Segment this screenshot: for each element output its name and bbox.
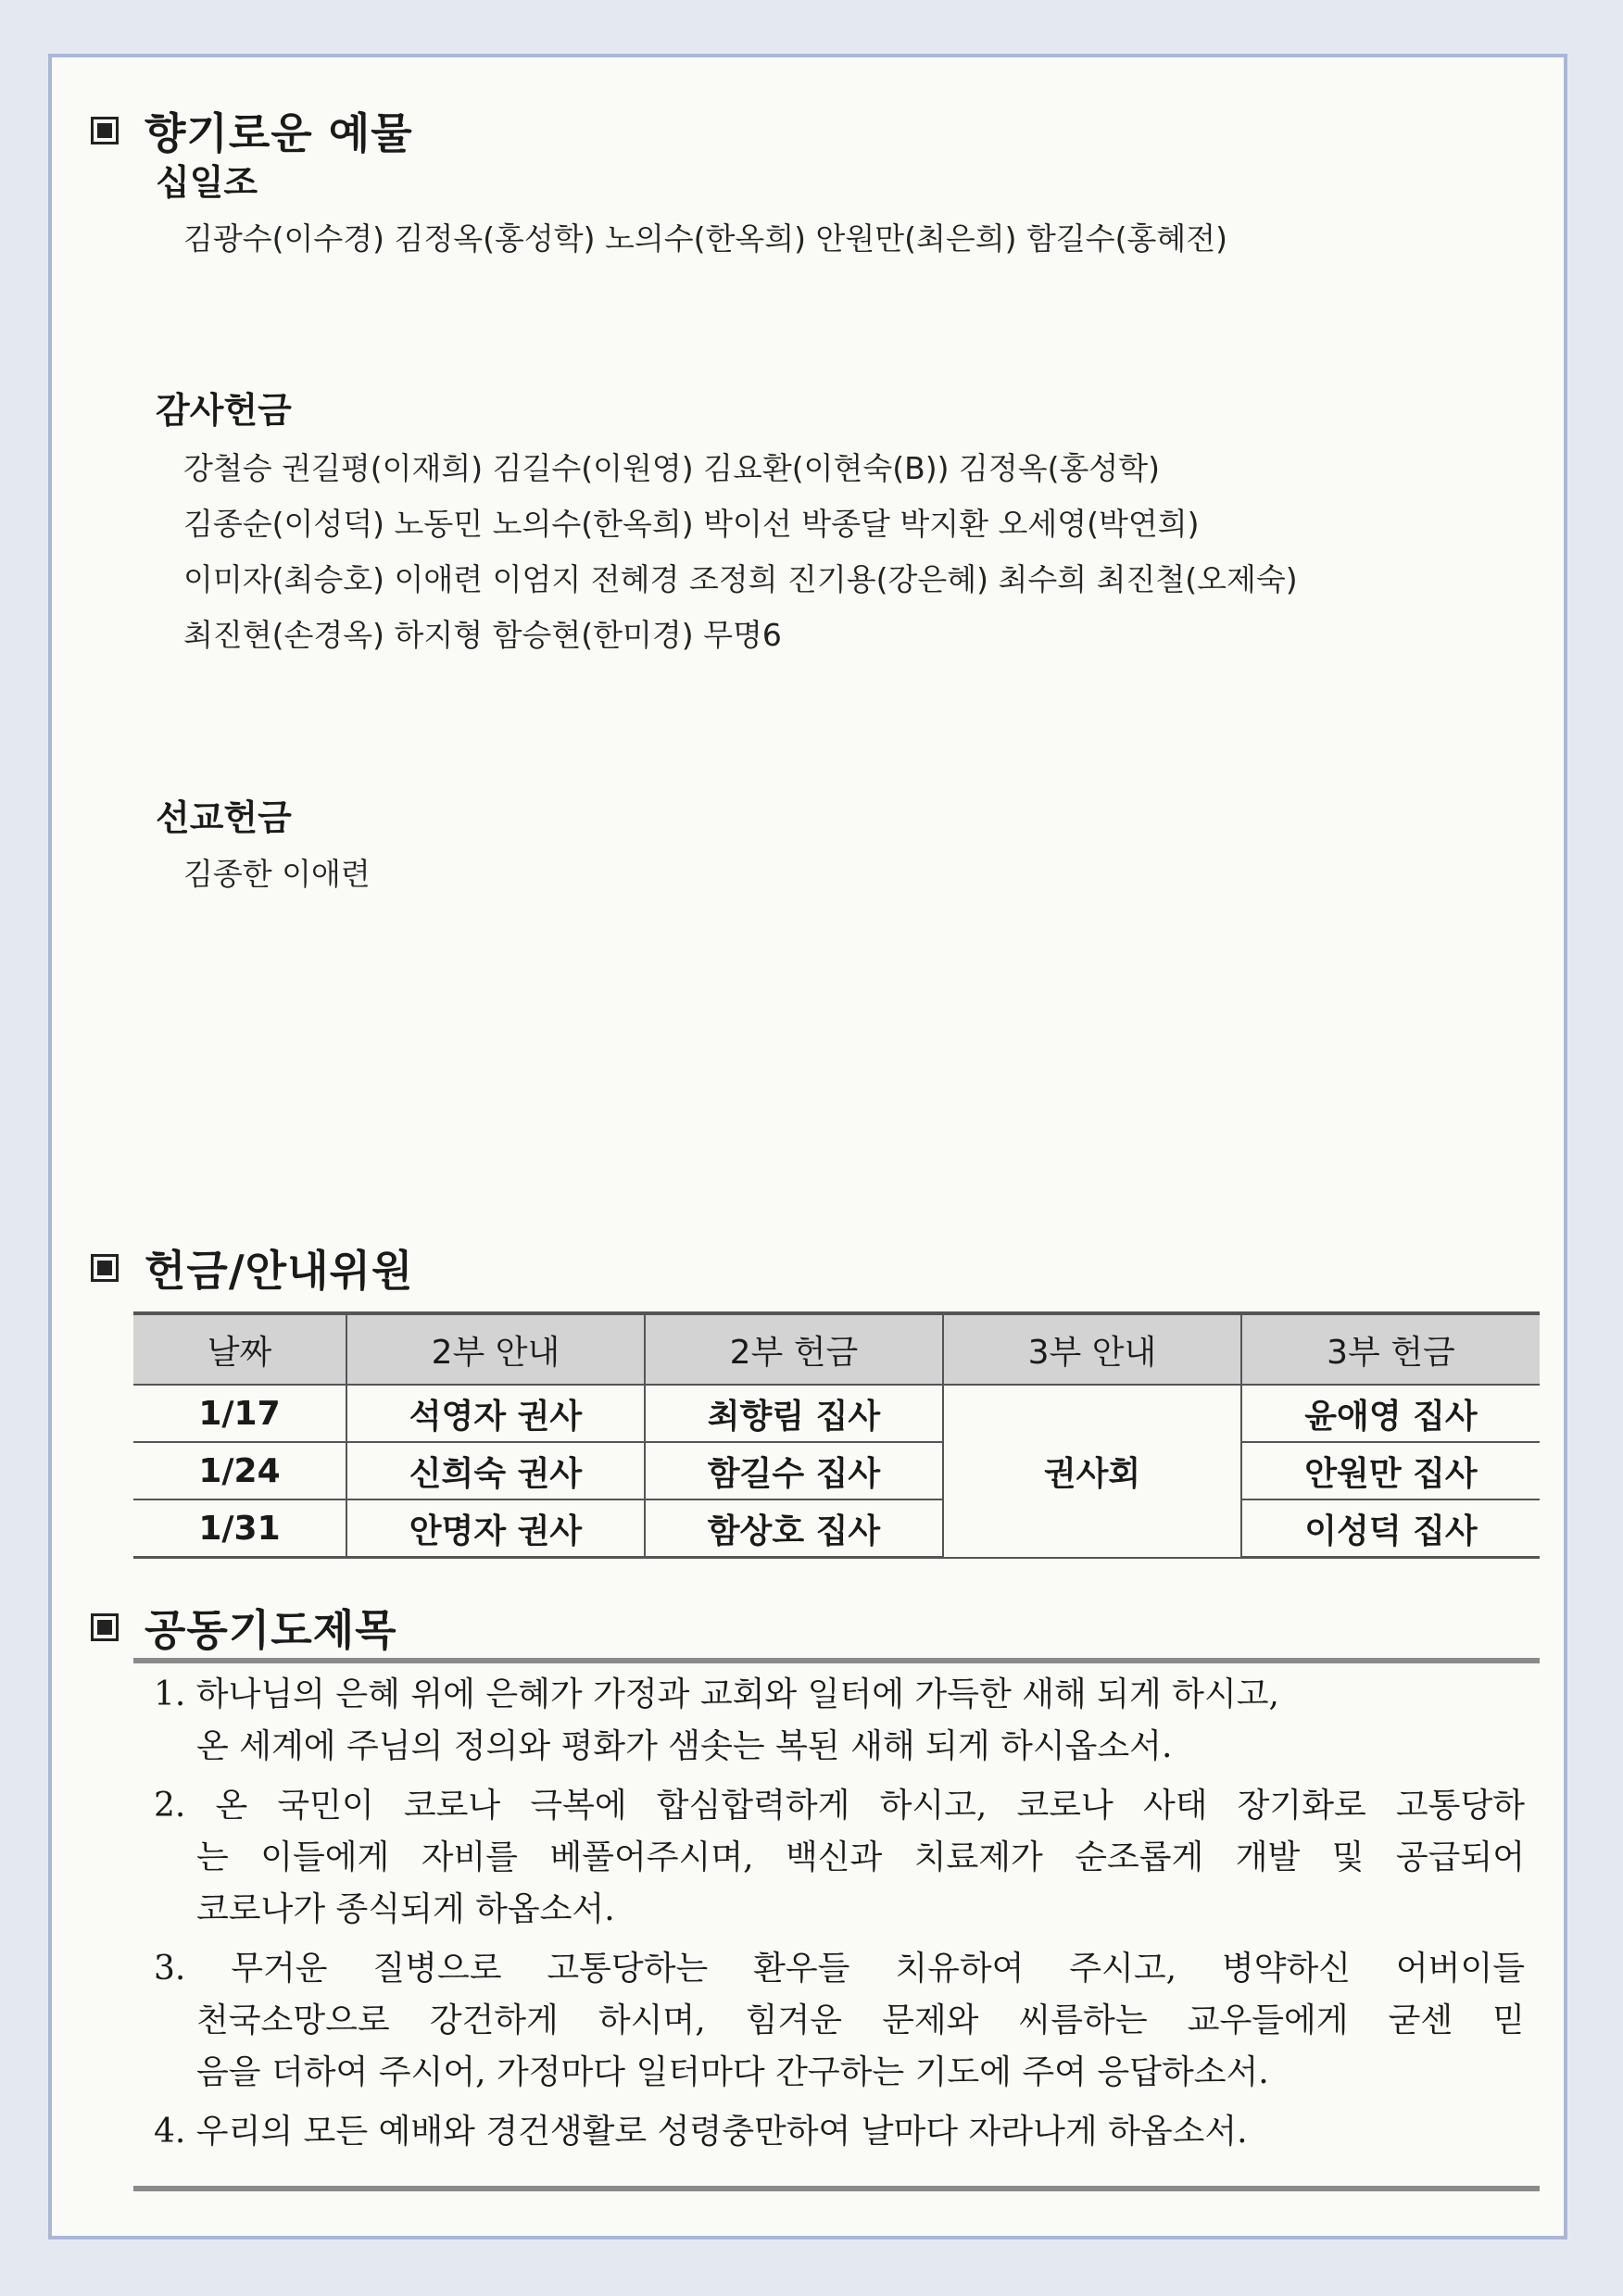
prayer-title: 공동기도제목 — [145, 1605, 397, 1655]
offer3-cell: 이성덕 집사 — [1241, 1499, 1540, 1558]
ushers-table — [133, 1311, 1540, 1559]
column-header: 날짜 — [133, 1313, 346, 1385]
tithe-line: 김광수(이수경) 김정옥(홍성학) 노의수(한옥희) 안원만(최은희) 함길수(홍혜전) — [183, 220, 1228, 257]
table-header-row — [133, 1313, 1540, 1385]
prayer-line: 2. 온 국민이 코로나 극복에 합심합력하게 하시고, 코로나 사태 장기화로 고통당하 — [154, 1787, 1525, 1825]
prayer-line: 1. 하나님의 은혜 위에 은혜가 가정과 교회와 일터에 가득한 새해 되게 하시고, — [154, 1675, 1279, 1713]
column-header: 2부 안내 — [346, 1313, 645, 1385]
bulletin-page — [48, 54, 1567, 2240]
date-cell: 1/24 — [133, 1442, 346, 1499]
date-cell: 1/17 — [133, 1385, 346, 1442]
prayer-line: 천국소망으로 강건하게 하시며, 힘겨운 문제와 씨름하는 교우들에게 굳센 믿 — [196, 2001, 1525, 2039]
date-cell: 1/31 — [133, 1499, 346, 1558]
prayer-item — [154, 1943, 1525, 2099]
offer2-cell: 함상호 집사 — [645, 1499, 943, 1558]
prayer-line: 는 이들에게 자비를 베풀어주시며, 백신과 치료제가 순조롭게 개발 및 공급되어 — [196, 1838, 1525, 1876]
tithe-names — [183, 211, 1227, 267]
table-row — [133, 1442, 1540, 1499]
prayer-line: 4. 우리의 모든 예배와 경건생활로 성령충만하여 날마다 자라나게 하옵소서. — [154, 2113, 1248, 2151]
prayer-list — [154, 1669, 1525, 2165]
prayer-bottom-rule — [133, 2186, 1540, 2191]
table-row — [133, 1499, 1540, 1558]
column-header: 3부 안내 — [943, 1313, 1241, 1385]
column-header: 2부 헌금 — [645, 1313, 943, 1385]
prayer-line: 온 세계에 주님의 정의와 평화가 샘솟는 복된 새해 되게 하시옵소서. — [196, 1727, 1173, 1765]
guide3-merged-cell: 권사회 — [943, 1385, 1241, 1558]
thanks-line: 최진현(손경옥) 하지형 함승현(한미경) 무명6 — [183, 617, 782, 653]
prayer-line: 코로나가 종식되게 하옵소서. — [196, 1890, 615, 1928]
ushers-title: 헌금/안내위원 — [145, 1246, 414, 1296]
tithe-label: 십일조 — [156, 162, 258, 203]
offerings-title: 향기로운 예물 — [145, 108, 413, 158]
offer2-cell: 최향림 집사 — [645, 1385, 943, 1442]
mission-names — [183, 847, 371, 902]
offer3-cell: 안원만 집사 — [1241, 1442, 1540, 1499]
guide2-cell: 안명자 권사 — [346, 1499, 645, 1558]
thanks-line: 강철승 권길평(이재희) 김길수(이원영) 김요환(이현숙(B)) 김정옥(홍성학) — [183, 450, 1161, 486]
thanks-line: 김종순(이성덕) 노동민 노의수(한옥희) 박이선 박종달 박지환 오세영(박연희) — [183, 506, 1200, 542]
offer2-cell: 함길수 집사 — [645, 1442, 943, 1499]
thanks-label: 감사헌금 — [156, 390, 292, 431]
prayer-item — [154, 1669, 1525, 1773]
guide2-cell: 석영자 권사 — [346, 1385, 645, 1442]
offer3-cell: 윤애영 집사 — [1241, 1385, 1540, 1442]
prayer-header — [91, 1595, 397, 1660]
ushers-header — [91, 1236, 413, 1300]
column-header: 3부 헌금 — [1241, 1313, 1540, 1385]
thanks-line: 이미자(최승호) 이애련 이엄지 전혜경 조정희 진기용(강은혜) 최수희 최진철(오제숙) — [183, 561, 1298, 597]
prayer-top-rule — [133, 1658, 1540, 1663]
table-row — [133, 1385, 1540, 1442]
prayer-line: 음을 더하여 주시어, 가정마다 일터마다 간구하는 기도에 주여 응답하소서. — [196, 2053, 1269, 2091]
mission-line: 김종한 이애련 — [183, 856, 371, 892]
square-bullet-icon — [91, 1613, 119, 1641]
prayer-line: 3. 무거운 질병으로 고통당하는 환우들 치유하여 주시고, 병약하신 어버이들 — [154, 1950, 1525, 1988]
thanks-names — [183, 441, 1298, 663]
prayer-item — [154, 2106, 1525, 2158]
guide2-cell: 신희숙 권사 — [346, 1442, 645, 1499]
square-bullet-icon — [91, 1254, 119, 1282]
prayer-item — [154, 1780, 1525, 1936]
mission-label: 선교헌금 — [156, 797, 292, 838]
square-bullet-icon — [91, 117, 119, 144]
